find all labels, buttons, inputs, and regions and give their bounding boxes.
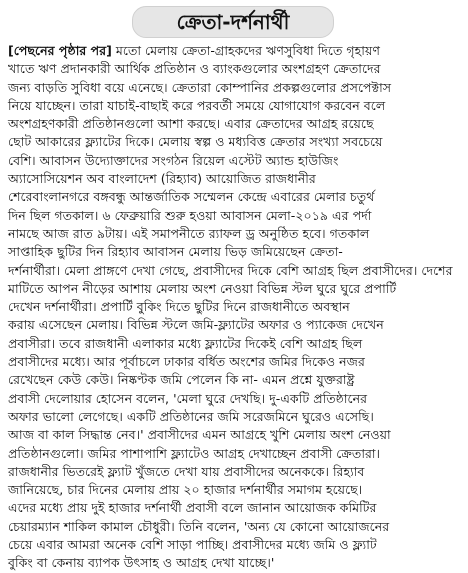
headline-banner bbox=[132, 6, 334, 38]
article-line: অ্যাসোসিয়েশন অব বাংলাদেশ (রিহ্যাব) আয়োজিত রাজধানীর bbox=[8, 171, 316, 187]
article-line: প্রতিষ্ঠানগুলো। জমির পাশাপাশি ফ্ল্যাটেও আগ্রহ দেখাচ্ছেন প্রবাসী ক্রেতারা। bbox=[8, 445, 381, 461]
article-line-text: মতো মেলায় ক্রেতা-গ্রাহকদের ঋণসুবিধা দিতে গৃহায়ণ bbox=[111, 43, 380, 58]
article-line: জন্য বাড়তি সুবিধা বয়ে এনেছে। ক্রেতারা কোম্পানির প্রকল্পগুলোর প্রসপেক্টাস bbox=[8, 79, 392, 95]
article-line: নামছে আজ রাত ৯টায়। এই সমাপনীতে র‍্যাফল ড্র অনুষ্ঠিত হবে। গতকাল bbox=[8, 225, 370, 241]
article-line: অফার ভালো লেগেছে। একটি প্রতিষ্ঠানের জমি সরেজমিনে ঘুরেও এসেছি। bbox=[8, 408, 374, 424]
article-line: খাতে ঋণ প্রদানকারী আর্থিক প্রতিষ্ঠান ও ব্যাংকগুলোর অংশগ্রহণ ক্রেতাদের bbox=[8, 61, 381, 77]
headline: ক্রেতা-দর্শনার্থী bbox=[176, 10, 290, 34]
article-line: ছোট আকারের ফ্ল্যাটের দিকে। মেলায় স্বল্প ও মধ্যবিত্ত ক্রেতার সংখ্যা সবচেয়ে bbox=[8, 134, 383, 150]
continuation-kicker: [পেছনের পৃষ্ঠার পর] bbox=[8, 43, 112, 58]
article-line: জানিয়েছে, চার দিনের মেলায় প্রায় ২০ হাজার দর্শনার্থীর সমাগম হয়েছে। bbox=[8, 482, 363, 498]
article-line: দিন ছিল গতকাল। ৬ ফেব্রুয়ারি শুরু হওয়া আবাসন মেলা-২০১৯ এর পর্দা bbox=[8, 207, 372, 223]
article-line: করায় এসেছেন মেলায়। বিভিন্ন স্টলে জমি-ফ্ল্যাটের অফার ও প্যাকেজ দেখেন bbox=[8, 317, 384, 333]
article-line: প্রবাসীদের মধ্যে। আর পূর্বাচলে ঢাকার বর্ধিত অংশের জমির দিকেও নজর bbox=[8, 354, 365, 370]
article-line: অংশগ্রহণকারী প্রতিষ্ঠানগুলো আশা করছে। এবার ক্রেতাদের আগ্রহ রয়েছে bbox=[8, 116, 374, 132]
article-line: বেশি। আবাসন উদ্যোক্তাদের সংগঠন রিয়েল এস্টেট অ্যান্ড হাউজিং bbox=[8, 152, 339, 168]
article-line: চেয়ারম্যান শাকিল কামাল চৌধুরী। তিনি বলেন, 'অন্য যে কোনো আয়োজনের bbox=[8, 518, 390, 534]
article-line: প্রবাসীরা। তবে রাজধানী এলাকার মধ্যে ফ্ল্যাটের দিকেই বেশি আগ্রহ ছিল bbox=[8, 335, 363, 351]
article-line: বুকিং বা কেনায় ব্যাপক উৎসাহ ও আগ্রহ দেখা যাচ্ছে।' bbox=[8, 555, 275, 571]
article-line: দর্শনার্থীরা। মেলা প্রাঙ্গণে দেখা গেছে, প্রবাসীদের দিকে বেশি আগ্রহ ছিল প্রবাসীদের। দেশের bbox=[8, 262, 453, 278]
article-line bbox=[8, 42, 460, 60]
article-line: সাপ্তাহিক ছুটির দিন রিহ্যাব আবাসন মেলায় ভিড় জমিয়েছেন ক্রেতা- bbox=[8, 244, 343, 260]
article-line: রেখেছেন কেউ কেউ। নিষ্কণ্টক জমি পেলেন কি না- এমন প্রশ্নে যুক্তরাষ্ট্র bbox=[8, 372, 355, 388]
article-body bbox=[8, 42, 460, 571]
article-line: চেয়ে এবার আমরা অনেক বেশি সাড়া পাচ্ছি। প্রবাসীদের মধ্যে জমি ও ফ্ল্যাট bbox=[8, 537, 377, 553]
article-line: রাজধানীর ভিতরেই ফ্ল্যাট খুঁজতে দেখা যায় প্রবাসীদের অনেককে। রিহ্যাব bbox=[8, 463, 365, 479]
article-line: প্রবাসী দেলোয়ার হোসেন বলেন, 'মেলা ঘুরে দেখছি। দু-একটি প্রতিষ্ঠানের bbox=[8, 390, 368, 406]
article-line: মাটিতে আপন নীড়ের আশায় মেলায় অংশ নেওয়া বিভিন্ন স্টল ঘুরে ঘুরে প্রপার্টি bbox=[8, 280, 397, 296]
article-line: আজ বা কাল সিদ্ধান্ত নেব।' প্রবাসীদের এমন আগ্রহে খুশি মেলায় অংশ নেওয়া bbox=[8, 427, 391, 443]
article-line: নিয়ে যাচ্ছেন। তারা যাচাই-বাছাই করে পরবর্তী সময়ে যোগাযোগ করবেন বলে bbox=[8, 97, 386, 113]
article-line: শেরেবাংলানগরে বঙ্গবন্ধু আন্তর্জাতিক সম্মেলন কেন্দ্রে এবারের মেলার চতুর্থ bbox=[8, 189, 375, 205]
article-line: এদের মধ্যে প্রায় দুই হাজার দর্শনার্থী প্রবাসী বলে জানান আয়োজক কমিটির bbox=[8, 500, 377, 516]
article-line: দেখেন দর্শনার্থীরা। প্রপার্টি বুকিং দিতে ছুটির দিনে রাজধানীতে অবস্থান bbox=[8, 299, 350, 315]
